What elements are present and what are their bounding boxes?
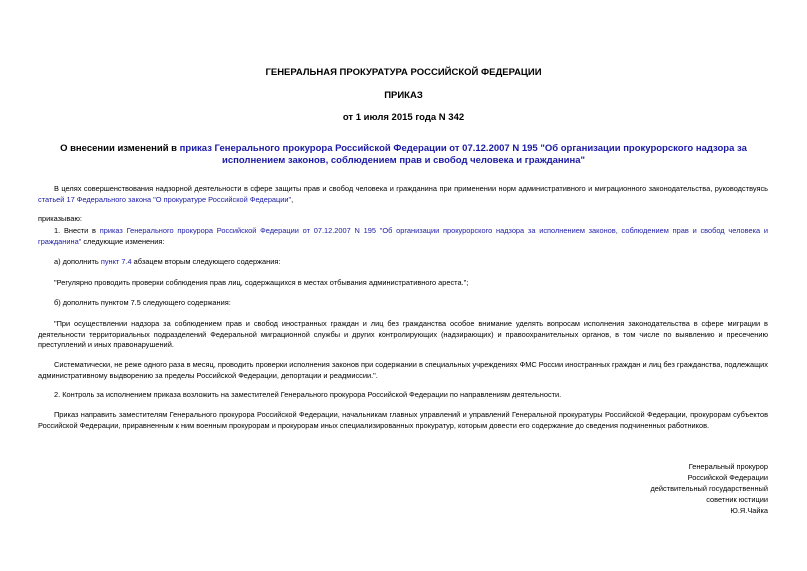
paragraph-a <box>38 257 768 268</box>
law-article-link[interactable]: статьей 17 Федерального закона "О прокуратуре Российской Федерации" <box>38 194 292 204</box>
item-7-4-link[interactable]: пункт 7.4 <box>100 257 132 266</box>
quote-2: "При осуществлении надзора за соблюдением прав и свобод иностранных граждан и лиц без гражданства особое внимание уделять вопросам исполнения законодательства в сфере миграции в деятельности территориальных подразделений Федеральной миграционной службы и других контролирующих (надзирающих) и правоохранительных органов, в том числе по выявлению и пресечению преступлений и иных правонарушений. <box>38 319 768 349</box>
signature-line-3: действительный государственный <box>650 484 768 493</box>
paragraph-b: б) дополнить пунктом 7.5 следующего содержания: <box>54 298 231 307</box>
p1-tail: следующие изменения: <box>81 236 165 246</box>
org-heading: ГЕНЕРАЛЬНАЯ ПРОКУРАТУРА РОССИЙСКОЙ ФЕДЕРАЦИИ <box>265 67 542 78</box>
paragraph-3: Приказ направить заместителям Генерального прокурора Российской Федерации, начальникам главных управлений и управлений Генеральной прокуратуры Российской Федерации, прокурорам субъектов Российской Федерации, приравненным к ним военным прокурорам и прокурорам иных специализированных прокуратур, которым довести его содержание до сведения подчиненных работников. <box>38 410 768 430</box>
signature-block <box>650 461 768 516</box>
title-prefix: О внесении изменений в <box>60 143 180 154</box>
order-title <box>50 143 757 167</box>
quote-3: Систематически, не реже одного раза в месяц, проводить проверки исполнения законов при содержании в специальных учреждениях ФМС России иностранных граждан и лиц без гражданства, подлежащих административному выдворению за пределы Российской Федерации, депортации и реадмиссии.". <box>38 360 768 380</box>
intro-paragraph <box>38 184 768 205</box>
date-number-heading: от 1 июля 2015 года N 342 <box>342 112 465 123</box>
signature-line-2: Российской Федерации <box>687 473 768 482</box>
pa-text: а) дополнить <box>54 257 101 266</box>
quote-1: "Регулярно проводить проверки соблюдения прав лиц, содержащихся в местах отбывания административного ареста."; <box>54 278 469 287</box>
doc-type-heading: ПРИКАЗ <box>384 90 423 101</box>
signature-line-5: Ю.Я.Чайка <box>730 506 768 515</box>
order-195-link[interactable]: приказ Генерального прокурора Российской Федерации от 07.12.2007 N 195 "Об организации прокурорского надзора за исполнением законов, соблюдением прав и свобод человека и гражданина" <box>38 226 768 246</box>
signature-line-1: Генеральный прокурор <box>688 462 768 471</box>
intro-text: В целях совершенствования надзорной деятельности в сфере защиты прав и свобод человека и гражданина при применении норм административного и миграционного законодательства, руководствуясь <box>54 184 768 193</box>
paragraph-2: 2. Контроль за исполнением приказа возложить на заместителей Генерального прокурора Российской Федерации по направлениям деятельности. <box>54 390 562 399</box>
signature-line-4: советник юстиции <box>706 495 768 504</box>
pa-tail: абзацем вторым следующего содержания: <box>131 257 281 266</box>
paragraph-1 <box>38 226 768 247</box>
p1-text: 1. Внести в <box>54 226 100 235</box>
title-link[interactable]: приказ Генерального прокурора Российской Федерации от 07.12.2007 N 195 "Об организации прокурорского надзора за исполнением законов, соблюдением прав и свобод человека и гражданина" <box>179 143 747 166</box>
intro-tail: , <box>291 194 294 204</box>
order-word: приказываю: <box>38 214 82 223</box>
